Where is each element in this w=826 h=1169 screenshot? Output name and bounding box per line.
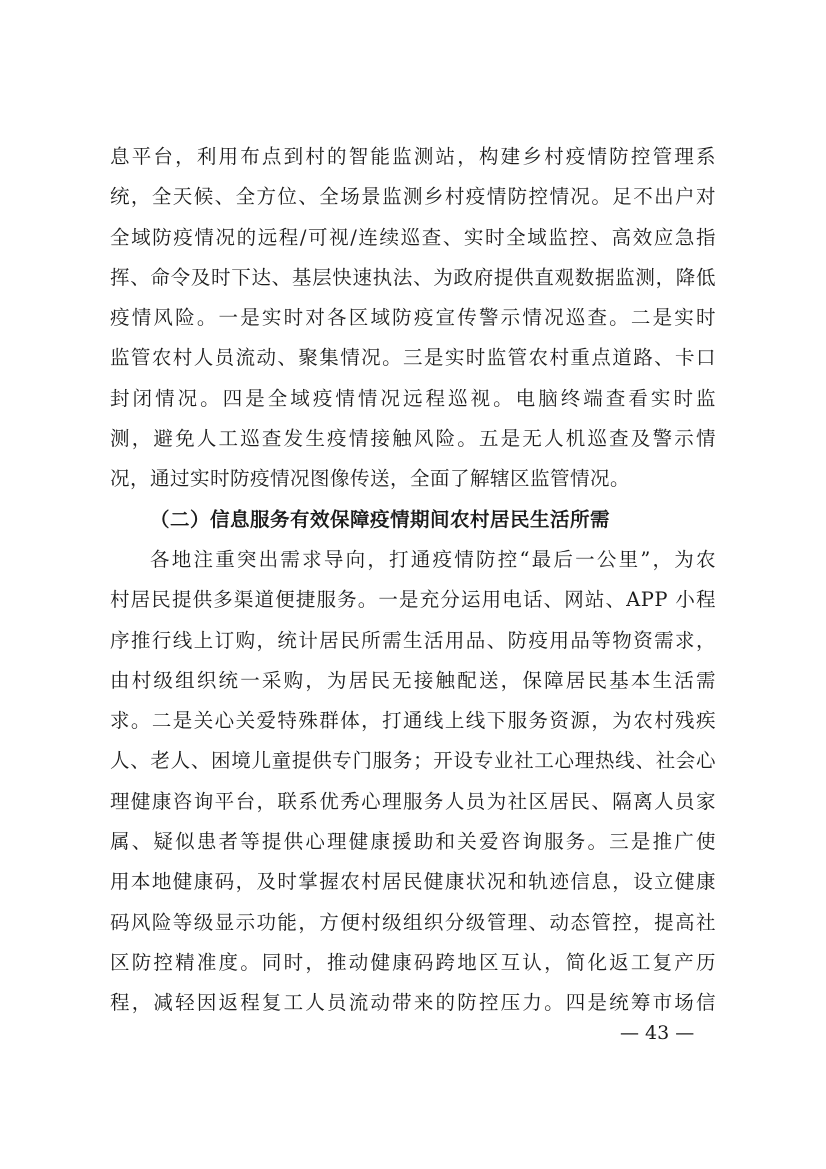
text-line: 序推行线上订购，统计居民所需生活用品、防疫用品等物资需求， [110, 628, 716, 652]
text-line: 疫情风险。一是实时对各区域防疫宣传警示情况巡查。二是实时 [110, 306, 716, 330]
text-line: 息平台，利用布点到村的智能监测站，构建乡村疫情防控管理系 [110, 145, 716, 168]
text-line: 况，通过实时防疫情况图像传送，全面了解辖区监管情况。 [110, 467, 631, 491]
text-line: 人、老人、困境儿童提供专门服务；开设专业社工心理热线、社会心 [110, 749, 716, 773]
text-line: 码风险等级显示功能，方便村级组织分级管理、动态管控，提高社 [110, 910, 716, 934]
section-heading: （二）信息服务有效保障疫情期间农村居民生活所需 [150, 507, 611, 531]
text-line: 挥、命令及时下达、基层快速执法、为政府提供直观数据监测，降低 [110, 265, 716, 289]
body-text [110, 137, 716, 1024]
text-line: 求。二是关心关爱特殊群体，打通线上线下服务资源，为农村残疾 [110, 709, 716, 733]
text-line: 区防控精准度。同时，推动健康码跨地区互认，简化返工复产历 [110, 950, 716, 974]
text-line: 理健康咨询平台，联系优秀心理服务人员为社区居民、隔离人员家 [110, 789, 716, 813]
text-line: 用本地健康码，及时掌握农村居民健康状况和轨迹信息，设立健康 [110, 870, 716, 894]
text-line: 测，避免人工巡查发生疫情接触风险。五是无人机巡查及警示情 [110, 427, 716, 451]
text-line: 由村级组织统一采购，为居民无接触配送，保障居民基本生活需 [110, 668, 716, 692]
text-line: 监管农村人员流动、聚集情况。三是实时监管农村重点道路、卡口 [110, 346, 716, 370]
page-number: — 43 — [620, 1022, 695, 1044]
text-line: 程，减轻因返程复工人员流动带来的防控压力。四是统筹市场信 [110, 991, 716, 1015]
text-line: 各地注重突出需求导向，打通疫情防控“最后一公里”，为农 [150, 547, 716, 571]
text-line: 村居民提供多渠道便捷服务。一是充分运用电话、网站、APP 小程 [110, 588, 716, 612]
text-line: 全域防疫情况的远程/可视/连续巡查、实时全域监控、高效应急指 [110, 225, 716, 249]
text-line: 属、疑似患者等提供心理健康援助和关爱咨询服务。三是推广使 [110, 830, 716, 854]
text-line: 封闭情况。四是全域疫情情况远程巡视。电脑终端查看实时监 [110, 386, 716, 410]
text-line: 统，全天候、全方位、全场景监测乡村疫情防控情况。足不出户对 [110, 185, 716, 209]
